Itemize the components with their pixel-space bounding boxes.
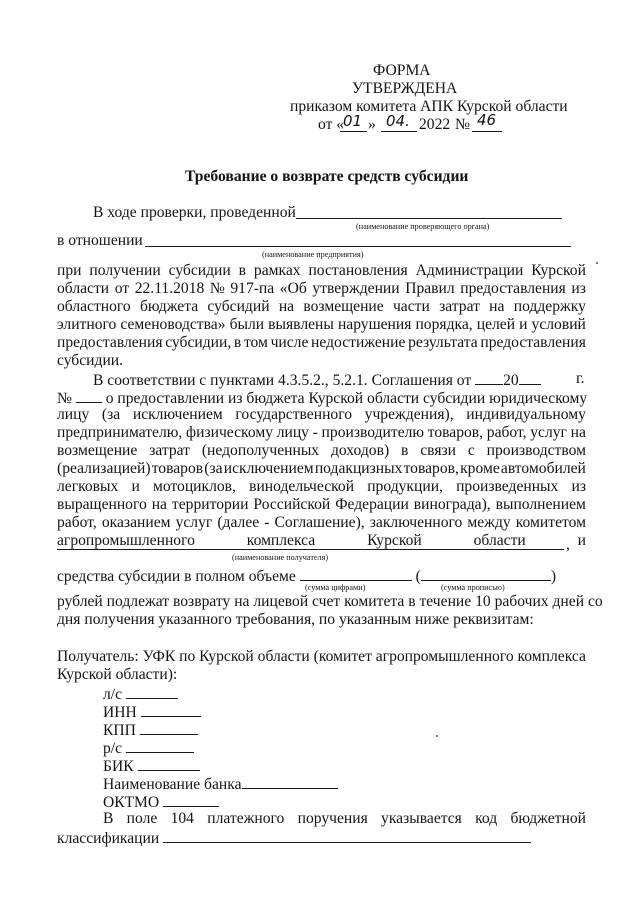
approved-label: УТВЕРЖДЕНА	[352, 80, 458, 97]
amount-words-hint: (сумма прописью)	[441, 583, 505, 592]
field-kpp	[103, 720, 198, 740]
word: лицу	[276, 424, 309, 441]
date-number-underline	[472, 131, 502, 132]
word: Российской	[253, 496, 331, 513]
word: В	[103, 810, 114, 827]
word: утверждении	[312, 280, 400, 297]
classification-field	[163, 828, 531, 843]
field-label: БИК	[103, 758, 134, 775]
word: комплекса	[246, 532, 316, 549]
amount-digits-field	[300, 566, 412, 581]
word: части	[392, 298, 430, 315]
word: (за	[101, 406, 121, 423]
payment-field-line	[103, 810, 586, 828]
word: недостижение	[311, 334, 406, 351]
recipient-name-hint: (наименование получателя)	[232, 553, 329, 562]
word: физическому	[186, 424, 273, 441]
agreement-ref-line	[93, 370, 541, 390]
word: условий	[531, 316, 586, 333]
word: учреждения),	[364, 406, 454, 423]
word: области	[473, 532, 526, 549]
word: кроме	[460, 460, 500, 477]
violation-line	[57, 280, 586, 298]
word: в	[233, 334, 242, 351]
word: с	[467, 442, 475, 459]
enterprise-field	[145, 246, 571, 247]
word: платежного	[207, 810, 285, 827]
date-day-underline	[340, 131, 367, 132]
word: предоставления	[460, 280, 566, 297]
field-label: КПП	[103, 722, 136, 739]
word: числе	[270, 334, 309, 351]
word: (комитет	[313, 648, 372, 665]
word: 917-па	[230, 280, 275, 297]
word: товаров,	[427, 424, 484, 441]
word: по	[179, 648, 196, 665]
inspection-line	[93, 204, 296, 222]
word: возмещение	[303, 298, 384, 315]
field-blank	[141, 702, 201, 717]
agreement-number-sign: №	[57, 390, 72, 407]
agreement-line	[57, 442, 586, 460]
word: субсидий	[207, 298, 270, 315]
word: (недополученных	[201, 442, 320, 459]
word: произведенных	[456, 478, 559, 495]
close-paren: )	[550, 568, 557, 585]
field-blank	[242, 774, 338, 789]
word: области	[57, 280, 110, 297]
word: на	[151, 496, 167, 513]
word: продукции,	[367, 478, 443, 495]
word: бюджетной	[510, 810, 586, 827]
word: товаров,	[403, 460, 459, 477]
word: (за	[204, 460, 223, 477]
violation-line	[57, 298, 586, 316]
year-suffix: г.	[576, 370, 585, 387]
date-month-underline	[381, 131, 417, 132]
date-year: 2022	[419, 116, 451, 133]
agreement-line	[57, 496, 586, 514]
word: производством	[486, 442, 586, 459]
word: исключением	[223, 460, 314, 477]
classification-label: классификации	[57, 830, 160, 847]
recipient-comma: ,	[566, 536, 570, 553]
field-settlement-account	[103, 738, 194, 758]
word: винодельческой	[249, 478, 355, 495]
word: поддержку	[513, 298, 586, 315]
agreement-year-field	[519, 370, 541, 385]
word: предоставления	[57, 334, 163, 351]
agreement-line	[57, 532, 586, 550]
agreement-line	[57, 424, 586, 442]
word: код	[475, 810, 498, 827]
agreement-points-text: В соответствии с пунктами 4.3.5.2., 5.2.1. Соглашения от	[93, 372, 472, 389]
date-number-sign: №	[455, 116, 470, 133]
word: рамках	[253, 262, 301, 279]
word: 104	[170, 810, 194, 827]
word: выполнением	[495, 496, 586, 513]
field-blank	[126, 684, 178, 699]
return-line-2: дня получения указанного требования, по указанным ниже реквизитам:	[57, 611, 534, 628]
word: агропромышленного	[57, 532, 195, 549]
word: производителю	[321, 424, 425, 441]
field-bik	[103, 756, 200, 776]
word: товаров	[151, 460, 204, 477]
agreement-subject-text: о предоставлении из бюджета Курской области субсидии юридическому	[105, 390, 588, 407]
word: были	[229, 316, 265, 333]
inspection-body-hint: (наименование проверяющего органа)	[356, 222, 490, 231]
word: Курской	[199, 648, 254, 665]
word: и	[131, 478, 140, 495]
field-bank-name	[103, 774, 338, 794]
word: государственного	[235, 406, 353, 423]
word: «Об	[279, 280, 307, 297]
word: семеноводства»	[120, 316, 226, 333]
word: (реализацией)	[57, 460, 151, 477]
word: затрат	[439, 298, 480, 315]
scan-speck	[436, 735, 438, 737]
word: -	[264, 514, 270, 531]
classification-line	[57, 828, 531, 848]
recipient-line	[57, 648, 586, 666]
word: услуг	[175, 514, 213, 531]
agreement-date-field	[475, 370, 503, 385]
word: 22.11.2018	[134, 280, 205, 297]
agreement-year-prefix: 20	[503, 372, 519, 389]
word: порядка,	[415, 316, 473, 333]
word: подакцизных	[314, 460, 403, 477]
regarding-label: в отношении	[57, 232, 143, 249]
word: из	[571, 280, 586, 297]
recipient-name-field	[57, 549, 564, 550]
word: услуг	[530, 424, 567, 441]
open-paren: (	[415, 568, 421, 585]
enterprise-hint: (наименование предприятия)	[262, 250, 364, 259]
word: лицу	[57, 406, 90, 423]
word: доходов)	[330, 442, 390, 459]
word: Курской	[531, 262, 586, 279]
word: легковых	[57, 478, 119, 495]
word: бюджета	[140, 298, 199, 315]
word: автомобилей	[500, 460, 586, 477]
field-oktmo	[103, 792, 219, 812]
field-label: Наименование банка	[103, 776, 242, 793]
word: работ,	[57, 514, 97, 531]
word: комплекса	[517, 648, 586, 665]
form-label: ФОРМА	[373, 62, 431, 79]
agreement-line	[57, 406, 586, 424]
word: выявлены	[268, 316, 334, 333]
word: агропромышленного	[375, 648, 514, 665]
word: результата	[408, 334, 478, 351]
word: исключением	[132, 406, 223, 423]
word: -	[312, 424, 318, 441]
word: индивидуальному	[466, 406, 586, 423]
word: при	[57, 262, 82, 279]
agreement-line	[57, 514, 586, 532]
word: винограда),	[413, 496, 491, 513]
violation-line	[57, 334, 586, 352]
date-day: 01	[343, 112, 363, 130]
date-number: 46	[477, 111, 497, 129]
agreement-number-field	[76, 388, 102, 403]
word: работ,	[486, 424, 527, 441]
inspection-text: В ходе проверки, проведенной	[93, 204, 296, 221]
word: (далее	[217, 514, 260, 531]
word: областного	[57, 298, 131, 315]
word: затрат	[149, 442, 190, 459]
field-personal-account	[103, 684, 178, 704]
word: получении	[89, 262, 161, 279]
amount-words-field	[421, 566, 551, 581]
full-amount-label: средства субсидии в полном объеме	[57, 568, 296, 585]
word: возмещение	[57, 442, 138, 459]
field-label: ИНН	[103, 704, 137, 721]
word: элитного	[57, 316, 117, 333]
return-line-1: рублей подлежат возврату на лицевой счет комитета в течение 10 рабочих дней со	[57, 593, 603, 610]
field-blank	[126, 738, 194, 753]
word: между	[467, 514, 511, 531]
field-label: р/с	[103, 740, 123, 757]
word: Правил	[405, 280, 455, 297]
word: связи	[420, 442, 456, 459]
word: и	[577, 532, 586, 549]
recipient-line-2: Курской области):	[57, 666, 178, 683]
word: из	[571, 478, 586, 495]
date-mid: »	[368, 116, 376, 133]
inspection-body-field	[296, 218, 562, 219]
field-label: л/с	[103, 686, 123, 703]
word: нарушения	[337, 316, 412, 333]
date-month: 04.	[386, 112, 410, 130]
word: и	[519, 316, 528, 333]
field-blank	[140, 720, 198, 735]
violation-line	[57, 316, 586, 334]
violation-line-last: субсидии.	[57, 352, 124, 369]
word: комитетом	[515, 514, 586, 531]
word: на	[489, 298, 505, 315]
word: поручения	[297, 810, 368, 827]
scan-speck	[596, 262, 598, 264]
word: территории	[171, 496, 249, 513]
word: УФК	[142, 648, 176, 665]
word: постановления	[308, 262, 408, 279]
word: оказанием	[101, 514, 171, 531]
word: на	[278, 298, 295, 315]
field-label: ОКТМО	[103, 794, 160, 811]
word: Получатель:	[57, 648, 139, 665]
field-inn	[103, 702, 201, 722]
word: №	[209, 280, 225, 297]
word: на	[570, 424, 586, 441]
order-reference: приказом комитета АПК Курской области	[290, 98, 568, 115]
violation-line	[57, 262, 586, 280]
word: области	[257, 648, 310, 665]
word: субсидии	[168, 262, 231, 279]
field-blank	[163, 792, 219, 807]
word: целей	[476, 316, 516, 333]
word: субсидии,	[165, 334, 232, 351]
document-title: Требование о возврате средств субсидии	[185, 168, 469, 185]
amount-digits-hint: (сумма цифрами)	[305, 583, 366, 592]
word: мотоциклов,	[152, 478, 236, 495]
word: предоставления	[480, 334, 586, 351]
word: в	[401, 442, 409, 459]
agreement-number-line	[57, 388, 587, 408]
date-from-label: от «	[318, 116, 345, 133]
word: заключенного	[369, 514, 463, 531]
word: выращенного	[57, 496, 147, 513]
word: Администрации	[415, 262, 524, 279]
word: Соглашение),	[274, 514, 365, 531]
agreement-line	[57, 478, 586, 496]
word: в	[238, 262, 247, 279]
field-blank	[138, 756, 200, 771]
word: предпринимателю,	[57, 424, 183, 441]
word: том	[243, 334, 268, 351]
agreement-line	[57, 460, 586, 478]
word: указывается	[381, 810, 462, 827]
word: Федерации	[335, 496, 409, 513]
word: Курской	[367, 532, 422, 549]
word: от	[114, 280, 130, 297]
word: поле	[126, 810, 158, 827]
